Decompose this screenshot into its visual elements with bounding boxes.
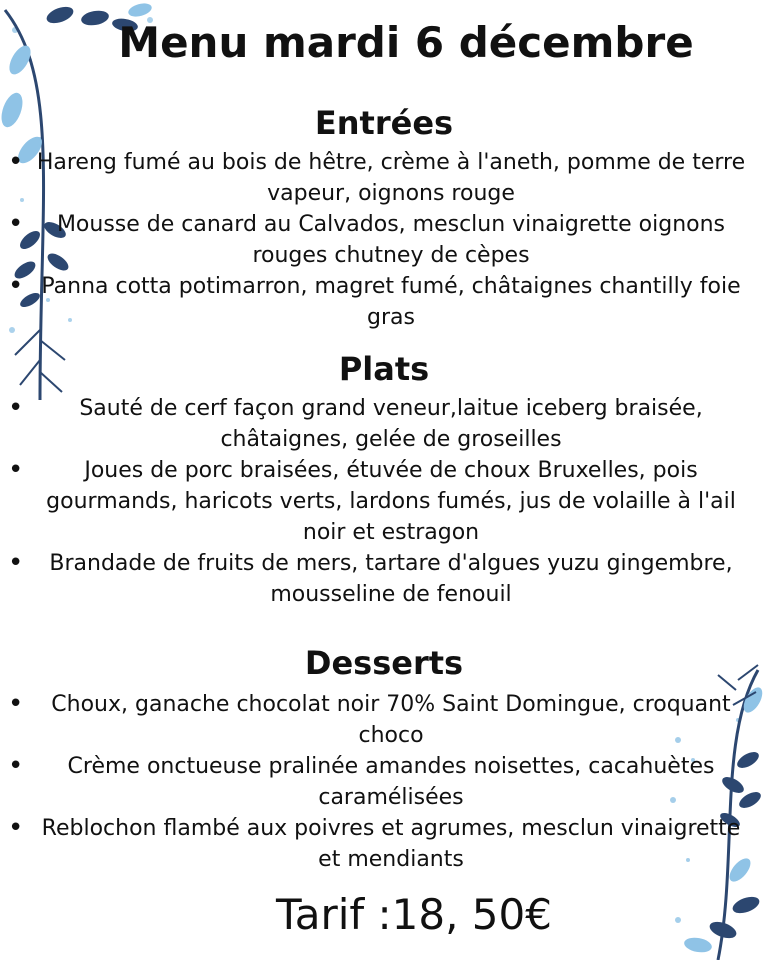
list-item: • Brandade de fruits de mers, tartare d'algues yuzu gingembre, mousseline de fenouil [0, 548, 768, 610]
price-label: Tarif :18, 50€ [276, 890, 552, 939]
list-item: • Crème onctueuse pralinée amandes noisettes, cacahuètes caramélisées [0, 751, 768, 813]
list-item: • Joues de porc braisées, étuvée de choux Bruxelles, pois gourmands, haricots verts, lardons fumés, jus de volaille à l'ail noir et estragon [0, 455, 768, 548]
list-item: • Panna cotta potimarron, magret fumé, châtaignes chantilly foie gras [0, 271, 768, 333]
list-item: • Sauté de cerf façon grand veneur,laitue iceberg braisée, châtaignes, gelée de groseilles [0, 393, 768, 455]
plats-list [0, 393, 768, 610]
entrees-list [0, 147, 768, 333]
section-heading-desserts: Desserts [304, 644, 464, 682]
list-item: • Choux, ganache chocolat noir 70% Saint Domingue, croquant choco [0, 689, 768, 751]
section-heading-plats: Plats [338, 350, 430, 388]
desserts-list [0, 689, 768, 875]
section-heading-entrees: Entrées [314, 104, 454, 142]
list-item: • Hareng fumé au bois de hêtre, crème à l'aneth, pomme de terre vapeur, oignons rouge [0, 147, 768, 209]
menu-title: Menu mardi 6 décembre [118, 18, 694, 67]
list-item: • Mousse de canard au Calvados, mesclun vinaigrette oignons rouges chutney de cèpes [0, 209, 768, 271]
list-item: • Reblochon flambé aux poivres et agrumes, mesclun vinaigrette et mendiants [0, 813, 768, 875]
